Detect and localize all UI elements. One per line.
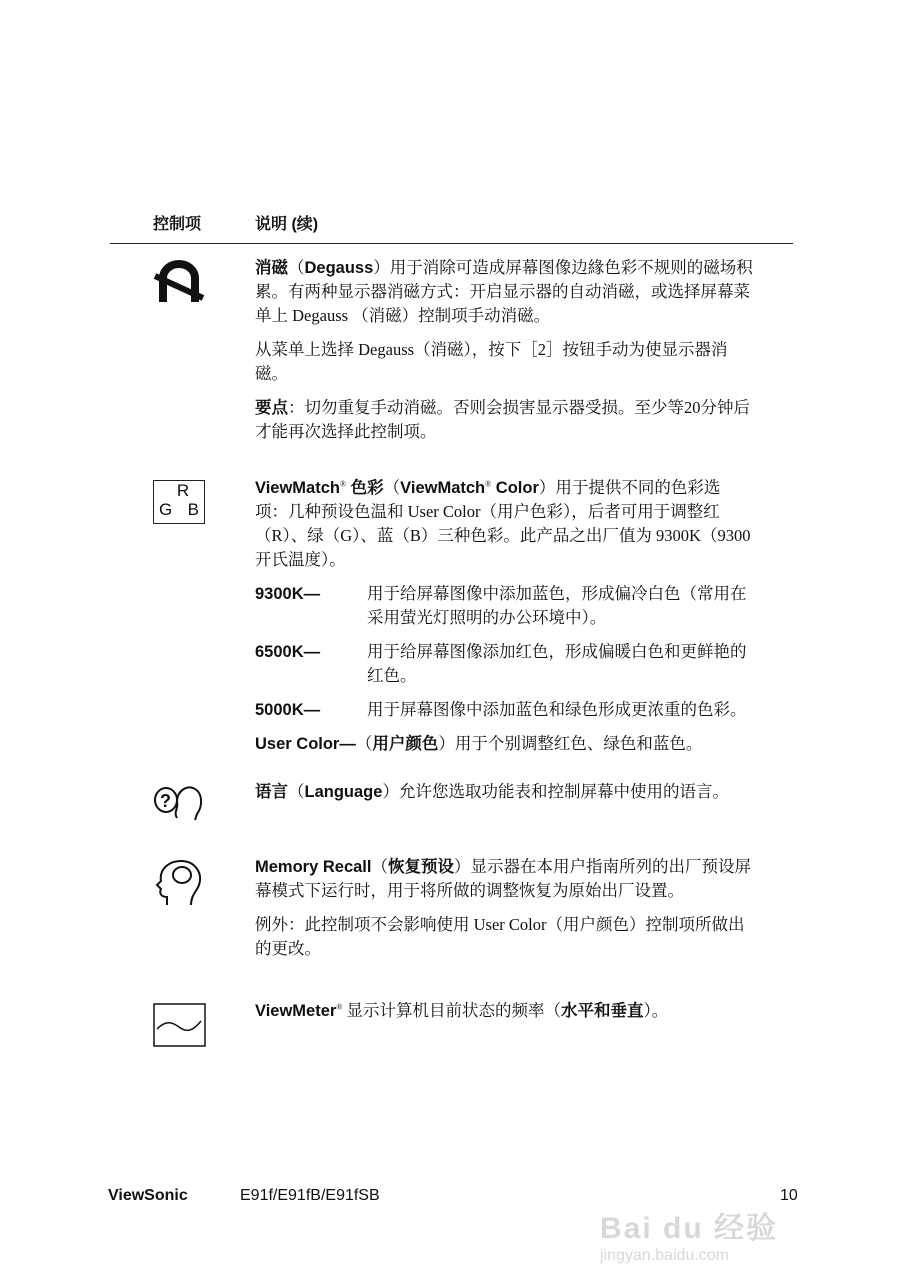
viewmeter-bold: 水平和垂直 xyxy=(561,1002,644,1020)
degauss-note-label: 要点 xyxy=(255,399,288,417)
viewmeter-description: 显示计算机目前状态的频率（ xyxy=(342,1001,562,1020)
viewmatch-section xyxy=(255,476,753,766)
option-key: 9300K— xyxy=(255,585,321,603)
control-list xyxy=(153,256,753,1052)
degauss-section xyxy=(255,256,753,454)
viewmatch-title-cn: 色彩 xyxy=(346,479,384,497)
memory-recall-title-cn: 恢复预设 xyxy=(387,858,454,876)
memory-recall-icon-cell xyxy=(153,855,255,912)
memory-recall-title: Memory Recall xyxy=(255,858,372,876)
language-icon xyxy=(153,784,205,822)
paren: （ xyxy=(288,782,305,801)
paren: （ xyxy=(371,857,388,876)
header-rule xyxy=(110,243,793,244)
option-key: 6500K— xyxy=(255,643,321,661)
viewmatch-row xyxy=(153,476,753,766)
baidu-watermark xyxy=(600,1212,778,1266)
page-number: 10 xyxy=(780,1187,798,1204)
rgb-icon-cell xyxy=(153,476,255,524)
rgb-icon xyxy=(153,480,205,524)
degauss-title: 消磁 xyxy=(255,259,288,277)
degauss-description: ）用于消除可造成屏幕图像边緣色彩不规则的磁场积累。有两种显示器消磁方式：开启显示器的自动消磁，或选择屏幕菜单上 Degauss （消磁）控制项手动消磁。 xyxy=(255,258,753,325)
svg-text:?: ? xyxy=(160,791,171,811)
option-desc: 用于给屏幕图像中添加蓝色，形成偏冷白色（常用在采用萤光灯照明的办公环境中）。 xyxy=(367,584,747,627)
column-header-description: 说明 (续) xyxy=(255,216,319,233)
language-title-en: Language xyxy=(304,783,383,801)
paren: （ xyxy=(288,258,305,277)
user-color-line xyxy=(255,732,753,756)
viewmeter-row xyxy=(153,999,753,1052)
watermark-url: jingyan.baidu.com xyxy=(600,1247,729,1264)
language-row xyxy=(153,780,753,827)
viewmeter-section xyxy=(255,999,753,1033)
viewmeter-wave-icon xyxy=(153,1003,207,1047)
watermark-logo: Bai du 经验 xyxy=(600,1212,779,1245)
user-color-key: User Color— xyxy=(255,735,356,753)
degauss-title-en: Degauss xyxy=(304,259,374,277)
viewmeter-icon-cell xyxy=(153,999,255,1052)
memory-recall-description: ）显示器在本用户指南所列的出厂预设屏幕模式下运行时，用于将所做的调整恢复为原始出厂设置。 xyxy=(255,857,751,900)
registered-mark: ® xyxy=(339,479,347,489)
user-color-cn: 用户颜色 xyxy=(372,735,439,753)
option-9300k xyxy=(255,582,753,630)
language-description: ）允许您选取功能表和控制屏幕中使用的语言。 xyxy=(382,782,729,801)
degauss-icon-cell xyxy=(153,256,255,309)
viewmeter-end: ）。 xyxy=(643,1001,669,1020)
rgb-icon-b: B xyxy=(187,500,199,519)
degauss-icon xyxy=(153,260,205,304)
rgb-icon-g: G xyxy=(159,500,173,519)
viewmatch-title-color: Color xyxy=(491,479,539,497)
column-header-control: 控制项 xyxy=(153,216,202,233)
language-title: 语言 xyxy=(255,783,288,801)
viewmeter-title: ViewMeter xyxy=(255,1002,337,1020)
paren: （ xyxy=(383,478,401,497)
option-key: 5000K— xyxy=(255,701,321,719)
memory-recall-exception: 例外：此控制项不会影响使用 User Color（用户颜色）控制项所做出的更改。 xyxy=(255,915,745,958)
rgb-icon-r: R xyxy=(176,481,190,500)
degauss-note: ：切勿重复手动消磁。否则会损害显示器受损。至少等20分钟后才能再次选择此控制项。 xyxy=(255,398,750,441)
option-desc: 用于屏幕图像中添加蓝色和绿色形成更浓重的色彩。 xyxy=(367,700,747,719)
footer-brand: ViewSonic xyxy=(108,1187,188,1204)
degauss-instructions: 从菜单上选择 Degauss（消磁），按下［2］按钮手动为使显示器消磁。 xyxy=(255,340,728,383)
memory-recall-head-icon xyxy=(153,859,205,907)
option-desc: 用于给屏幕图像添加红色，形成偏暖白色和更鲜艳的红色。 xyxy=(367,642,747,685)
option-6500k xyxy=(255,640,753,688)
language-section xyxy=(255,780,753,814)
footer-model: E91f/E91fB/E91fSB xyxy=(240,1187,380,1204)
viewmatch-title: ViewMatch xyxy=(255,479,340,497)
registered-mark: ® xyxy=(485,479,492,489)
paren: （ xyxy=(355,734,373,753)
memory-recall-row xyxy=(153,855,753,971)
registered-mark: ® xyxy=(336,1002,343,1012)
degauss-row xyxy=(153,256,753,454)
language-icon-cell xyxy=(153,780,255,827)
viewmatch-description: ）用于提供不同的色彩选项：几种预设色温和 User Color（用户色彩），后者可用于调整红（R）、绿（G）、蓝（B）三种色彩。此产品之出厂值为 9300K（9300 开氏温度）。 xyxy=(255,478,751,569)
viewmatch-title-en: ViewMatch xyxy=(400,479,486,497)
user-color-desc: ）用于个别调整红色、绿色和蓝色。 xyxy=(438,734,703,753)
memory-recall-section xyxy=(255,855,753,971)
option-5000k xyxy=(255,698,753,722)
